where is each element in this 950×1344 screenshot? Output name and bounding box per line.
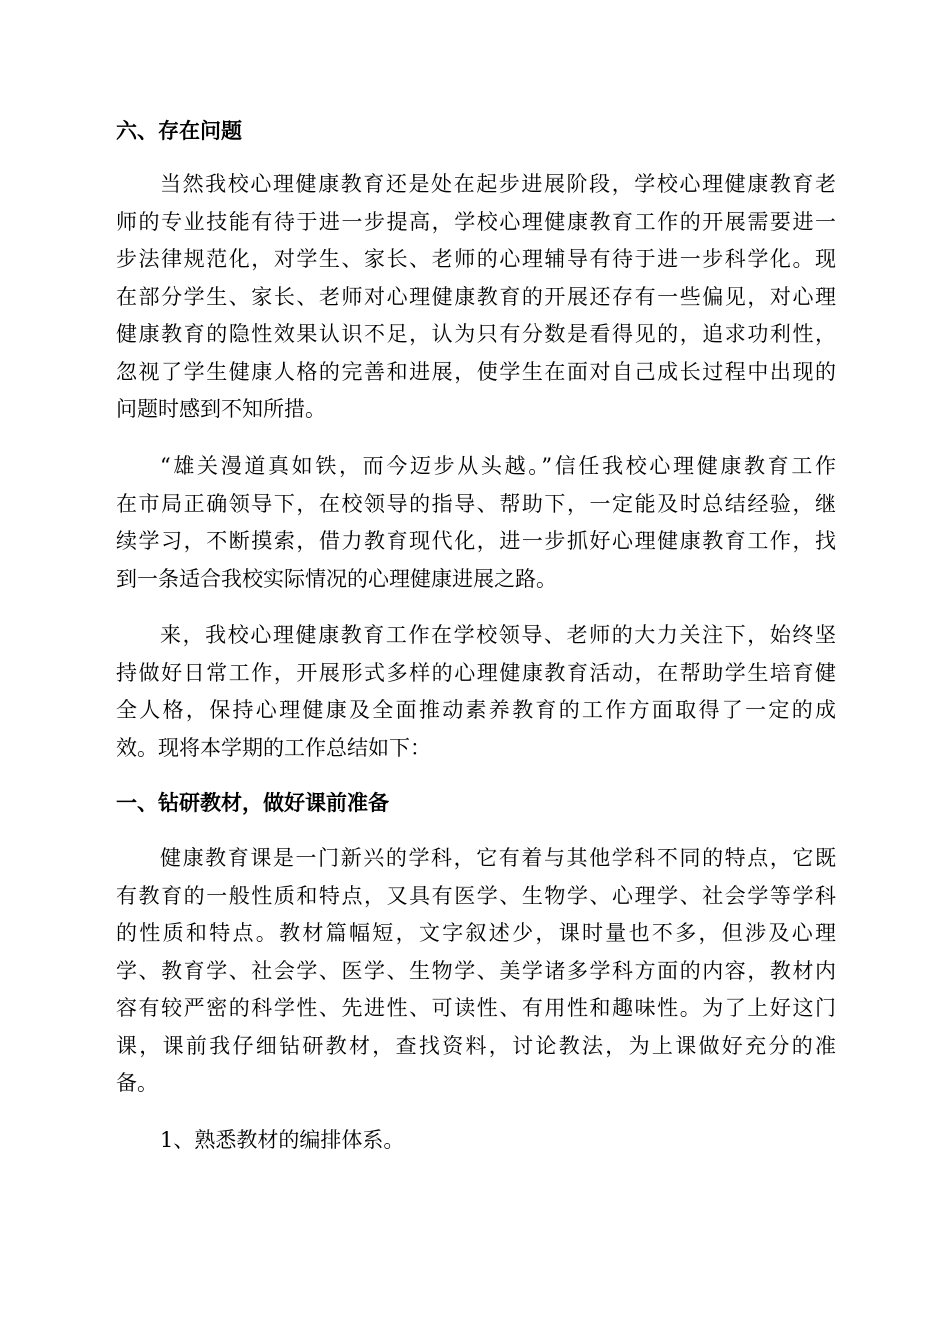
text-line: 健康教育的隐性效果认识不足，认为只有分数是看得见的，追求功利性， <box>116 322 836 346</box>
text-line: 学、教育学、社会学、医学、生物学、美学诸多学科方面的内容，教材内 <box>116 958 836 983</box>
text-line: 容有较严密的科学性、先进性、可读性、有用性和趣味性。为了上好这门 <box>116 996 836 1020</box>
text-line: 忽视了学生健康人格的完善和进展，使学生在面对自己成长过程中出现的 <box>116 359 836 384</box>
section-heading-textbook-study: 一、钻研教材，做好课前准备 <box>116 791 389 815</box>
text-line: 问题时感到不知所措。 <box>116 397 326 421</box>
text-line: 到一条适合我校实际情况的心理健康进展之路。 <box>116 566 557 591</box>
text-line: 续学习，不断摸索，借力教育现代化，进一步抓好心理健康教育工作，找 <box>116 529 836 553</box>
text-line: 全人格，保持心理健康及全面推动素养教育的工作方面取得了一定的成 <box>116 698 836 722</box>
text-line: 来，我校心理健康教育工作在学校领导、老师的大力关注下，始终坚 <box>160 623 836 647</box>
text-line: 当然我校心理健康教育还是处在起步进展阶段，学校心理健康教育老 <box>160 172 836 196</box>
text-line: 持做好日常工作，开展形式多样的心理健康教育活动，在帮助学生培育健 <box>116 660 836 685</box>
list-item-1 <box>116 1122 836 1160</box>
paragraph-outlook <box>116 448 836 598</box>
text-line: 在市局正确领导下，在校领导的指导、帮助下，一定能及时总结经验，继 <box>116 491 836 516</box>
text-line: 课，课前我仔细钻研教材，查找资料，讨论教法，为上课做好充分的准 <box>116 1033 836 1058</box>
text-line: 备。 <box>116 1071 158 1095</box>
text-line: 有教育的一般性质和特点，又具有医学、生物学、心理学、社会学等学科 <box>116 883 836 908</box>
text-line: 师的专业技能有待于进一步提高，学校心理健康教育工作的开展需要进一 <box>116 209 836 234</box>
text-line: 效。现将本学期的工作总结如下： <box>116 735 431 760</box>
text-line: 健康教育课是一门新兴的学科，它有着与其他学科不同的特点，它既 <box>160 846 836 870</box>
section-heading-problems: 六、存在问题 <box>116 119 242 143</box>
paragraph-health-education <box>116 840 836 1103</box>
text-line: 的性质和特点。教材篇幅短，文字叙述少，课时量也不多，但涉及心理 <box>116 921 836 945</box>
text-line: “雄关漫道真如铁，而今迈步从头越。”信任我校心理健康教育工作 <box>160 454 836 478</box>
text-line: 1、熟悉教材的编排体系。 <box>160 1128 405 1152</box>
text-line: 步法律规范化，对学生、家长、老师的心理辅导有待于进一步科学化。现 <box>116 247 836 271</box>
paragraph-problems <box>116 166 836 429</box>
paragraph-summary-intro <box>116 617 836 767</box>
text-line: 在部分学生、家长、老师对心理健康教育的开展还存有一些偏见，对心理 <box>116 284 836 309</box>
